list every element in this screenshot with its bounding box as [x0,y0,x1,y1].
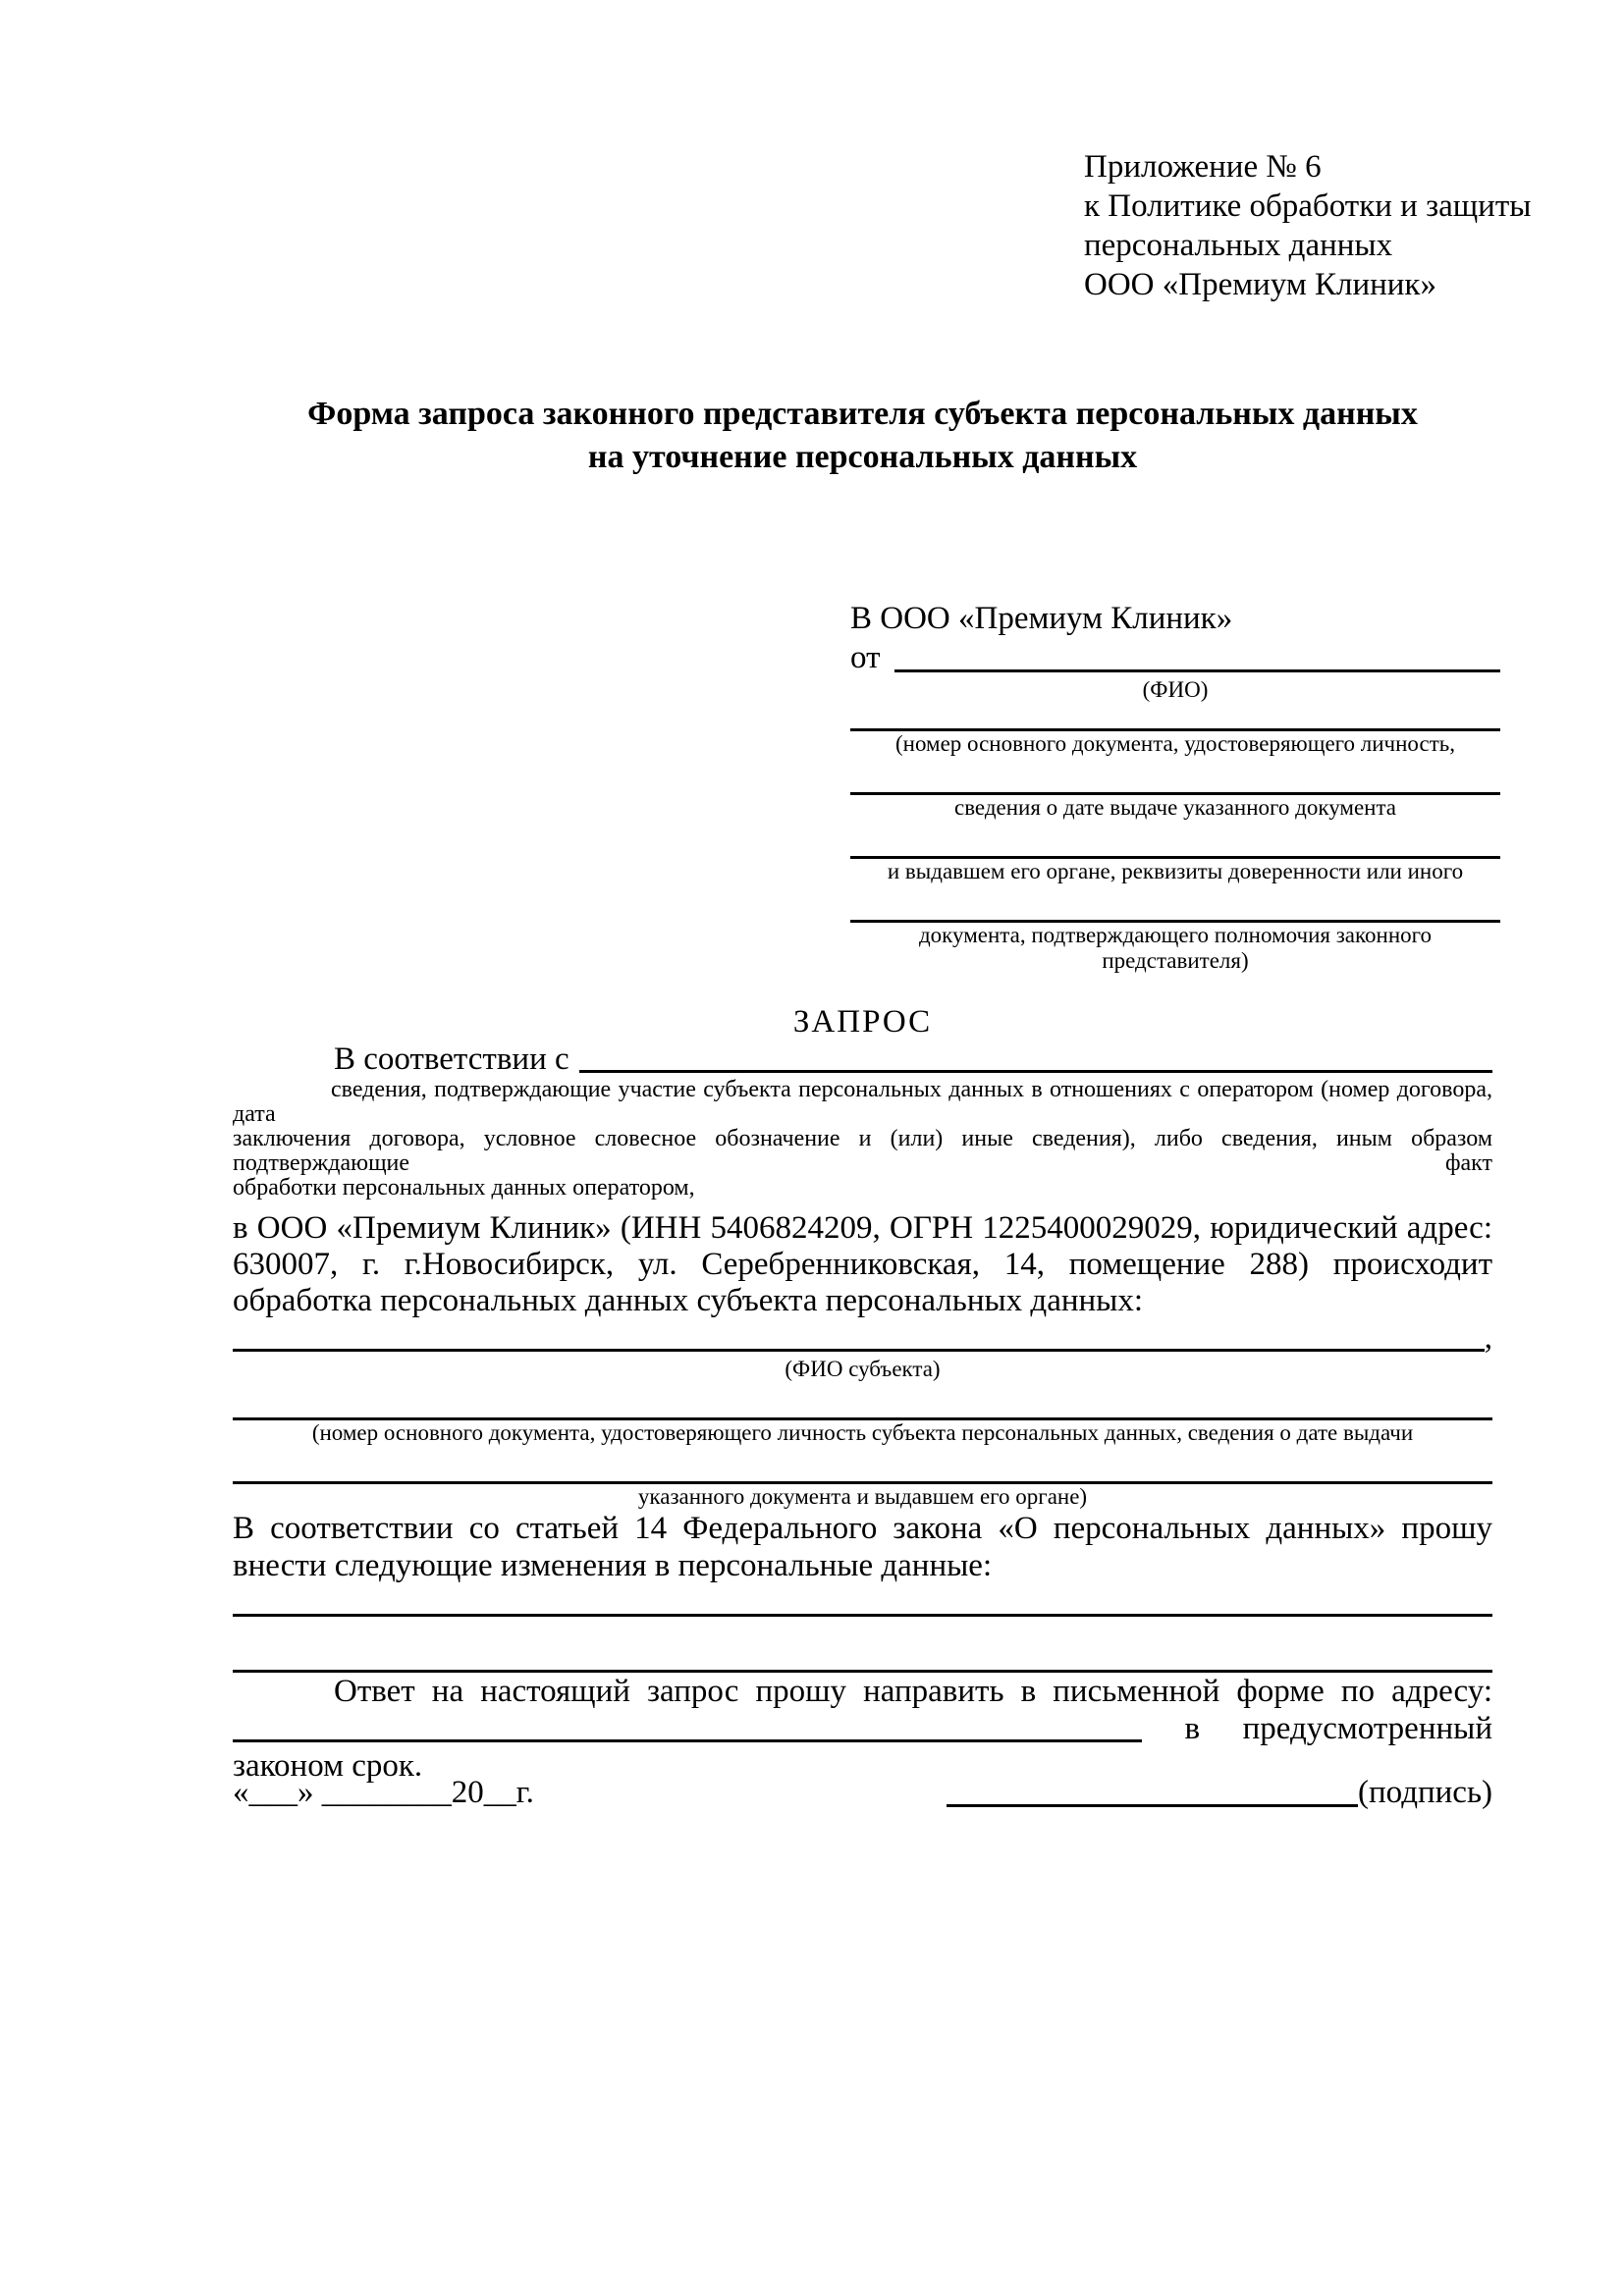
answer-line: законом срок. [233,1748,423,1784]
basis-blank-line [579,1041,1492,1073]
law-paragraph [233,1510,1492,1584]
operator-line: в ООО «Премиум Клиник» (ИНН 5406824209, ОГРН 1225400029029, юридический адрес: [233,1210,1492,1246]
law-line: внести следующие изменения в персональные данные: [233,1548,993,1583]
fine-print-line: обработки персональных данных оператором, [233,1175,695,1201]
answer-paragraph [233,1673,1492,1785]
signature-blank-line [947,1804,1358,1807]
page-title [233,393,1492,479]
recipient-line: В ООО «Премиум Клиник» [850,601,1233,636]
representative-doc-caption: (номер основного документа, удостоверяющего личность, [894,731,1455,756]
annex-line: персональных данных [1084,228,1393,263]
addressee-block [850,599,1500,974]
request-body [233,1003,1492,1785]
operator-line: обработка персональных данных субъекта персональных данных: [233,1283,1143,1318]
from-label: от [850,640,881,675]
date-line: «___» ________20__г. [233,1775,534,1810]
signature-group [947,1773,1492,1812]
operator-paragraph [233,1210,1492,1319]
fine-print [233,1078,1492,1201]
address-blank-line [233,1739,1142,1742]
law-line: В соответствии со статьей 14 Федерального закона «О персональных данных» прошу [233,1511,1492,1546]
intro-prefix: В соответствии с [334,1041,569,1077]
answer-word: в [1184,1711,1201,1746]
signature-caption: (подпись) [1358,1775,1492,1810]
subject-doc-caption: (номер основного документа, удостоверяющего личность субъекта персональных данных, сведения о дате выдачи [311,1420,1414,1445]
annex-line: Приложение № 6 [1084,149,1322,185]
representative-doc-caption: сведения о дате выдаче указанного документа [953,795,1397,820]
annex-line: к Политике обработки и защиты [1084,188,1532,224]
fine-print-line: заключения договора, условное словесное обозначение и (или) иные сведения), либо сведения, иным образом подтверждающие факт [233,1126,1492,1176]
subject-fio-caption: (ФИО субъекта) [785,1357,941,1381]
representative-doc-caption: документа, подтверждающего полномочия законного представителя) [918,923,1432,973]
subject-doc-caption: указанного документа и выдавшем его органе) [637,1484,1088,1509]
footer-row [233,1773,1492,1812]
annex-line: ООО «Премиум Клиник» [1084,267,1436,302]
answer-word: предусмотренный [1242,1711,1492,1746]
subject-fio-suffix: , [1484,1320,1492,1356]
fio-caption: (ФИО) [1142,677,1209,702]
fine-print-line: сведения, подтверждающие участие субъекта персональных данных в отношениях с оператором (номер договора, дата [233,1077,1492,1127]
changes-blank-line [233,1614,1492,1617]
request-heading: ЗАПРОС [792,1004,933,1040]
representative-doc-caption: и выдавшем его органе, реквизиты доверенности или иного [887,859,1464,883]
answer-address-row [233,1710,1492,1747]
page-title-line: на уточнение персональных данных [587,439,1138,475]
annex-note [1084,147,1531,304]
subject-fio-blank-line [233,1349,1485,1352]
page-title-line: Форма запроса законного представителя субъекта персональных данных [307,396,1418,432]
operator-line: 630007, г. г.Новосибирск, ул. Серебренниковская, 14, помещение 288) происходит [233,1247,1492,1282]
intro-row [233,1041,1492,1078]
answer-line: Ответ на настоящий запрос прошу направить в письменной форме по адресу: [334,1674,1492,1709]
representative-fio-blank-line [894,638,1501,672]
from-row [850,638,1500,677]
subject-fio-row [233,1319,1492,1357]
